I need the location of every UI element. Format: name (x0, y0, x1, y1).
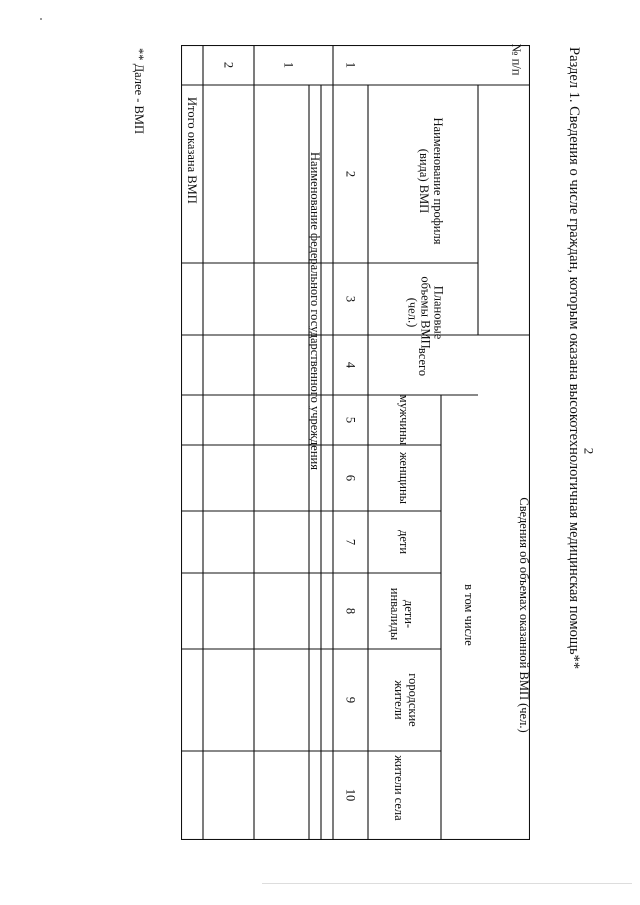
section-label: Наименование федерального государственного учреждения (308, 152, 322, 470)
section-title-text: Раздел 1. Сведения о числе граждан, которым оказана высокотехнологичная медицинская помощь** (566, 47, 582, 670)
total-row-label: Итого оказана ВМП (185, 97, 199, 204)
header-profile-name: Наименование профиля (вида) ВМП (417, 117, 445, 245)
header-urban: городские жители (392, 673, 420, 727)
scan-speck (40, 18, 42, 20)
header-total: всего (416, 347, 430, 377)
colnum-2: 2 (343, 170, 358, 178)
header-num: № п/п (509, 43, 524, 76)
header-women: женщины (397, 451, 411, 505)
header-children: дети (397, 529, 411, 555)
header-rural: жители села (392, 755, 406, 821)
row-1-num: 1 (281, 61, 296, 69)
colnum-6: 6 (343, 474, 358, 482)
colnum-3: 3 (343, 295, 358, 303)
header-info-group: Сведения об объемах оказанной ВМП (чел.) (517, 497, 531, 733)
header-disabled-children: дети-инвалиды (388, 587, 416, 641)
footnote (132, 48, 146, 248)
scan-edge (262, 883, 632, 884)
header-including: в том числе (462, 584, 476, 646)
footnote-text: ** Далее - ВМП (132, 48, 146, 135)
colnum-10: 10 (343, 788, 358, 802)
colnum-7: 7 (343, 538, 358, 546)
data-table (181, 45, 530, 840)
colnum-1: 1 (343, 61, 358, 69)
page-number: 2 (581, 447, 597, 455)
row-2-num: 2 (221, 61, 236, 69)
colnum-8: 8 (343, 607, 358, 615)
colnum-9: 9 (343, 696, 358, 704)
colnum-5: 5 (343, 416, 358, 424)
section-title (568, 47, 582, 707)
colnum-4: 4 (343, 361, 358, 369)
header-plan-volume: Плановые объемы ВМП (чел.) (405, 276, 446, 349)
header-men: мужчины (397, 394, 411, 446)
